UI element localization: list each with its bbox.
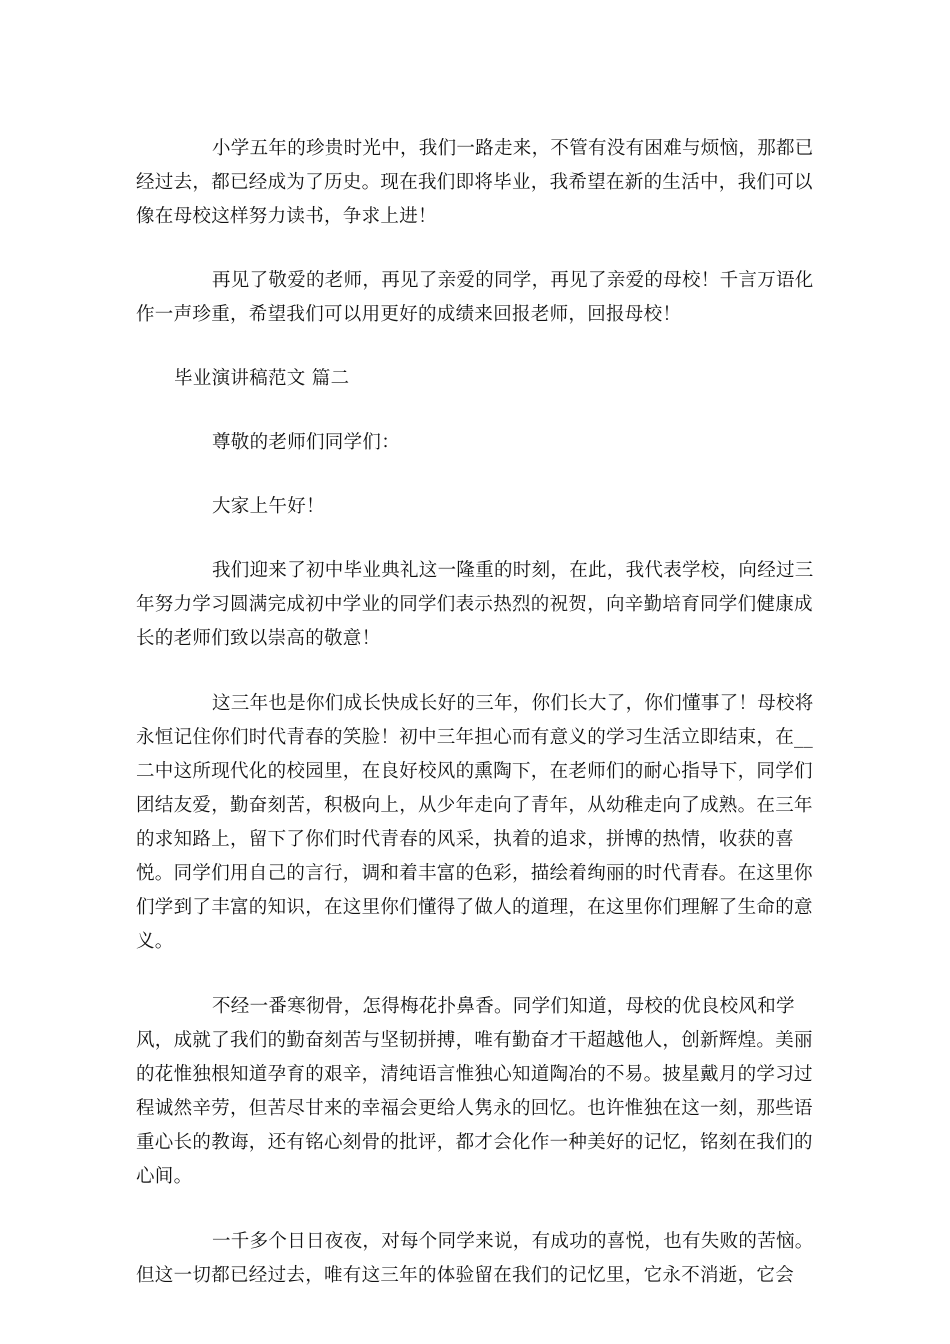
document-body	[136, 132, 816, 1293]
section-heading: 毕业演讲稿范文 篇二	[174, 368, 350, 389]
paragraph-gap	[136, 234, 816, 264]
paragraph-gap	[136, 460, 816, 490]
paragraph-plum-blossom: 不经一番寒彻骨，怎得梅花扑鼻香。同学们知道，母校的优良校风和学风，成就了我们的勤奋刻苦与坚韧拼搏，唯有勤奋才干超越他人，创新辉煌。美丽的花惟独根知道孕育的艰辛，清纯语言惟独心知道陶冶的不易。披星戴月的学习过程诚然辛劳，但苦尽甘来的幸福会更给人隽永的回忆。也许惟独在这一刻，那些语重心长的教诲，还有铭心刻骨的批评，都才会化作一种美好的记忆，铭刻在我们的心间。	[136, 996, 813, 1187]
paragraph-gap	[136, 396, 816, 426]
paragraph-gap	[136, 332, 816, 362]
paragraph-farewell: 再见了敬爱的老师，再见了亲爱的同学，再见了亲爱的母校！千言万语化作一声珍重，希望我们可以用更好的成绩来回报老师，回报母校！	[136, 270, 814, 325]
paragraph-three-years: 这三年也是你们成长快成长好的三年，你们长大了，你们懂事了！母校将永恒记住你们时代青春的笑脸！初中三年担心而有意义的学习生活立即结束，在__二中这所现代化的校园里，在良好校风的熏陶下，在老师们的耐心指导下，同学们团结友爱，勤奋刻苦，积极向上，从少年走向了青年，从幼稚走向了成熟。在三年的求知路上，留下了你们时代青春的风采，执着的追求，拼博的热情，收获的喜悦。同学们用自己的言行，调和着丰富的色彩，描绘着绚丽的时代青春。在这里你们学到了丰富的知识，在这里你们懂得了做人的道理，在这里你们理解了生命的意义。	[136, 693, 814, 952]
paragraph-memories: 小学五年的珍贵时光中，我们一路走来，不管有没有困难与烦恼，那都已经过去，都已经成为了历史。现在我们即将毕业，我希望在新的生活中，我们可以像在母校这样努力读书，争求上进！	[136, 138, 814, 227]
paragraph-salutation: 尊敬的老师们同学们：	[212, 432, 401, 453]
paragraph-gap	[136, 959, 816, 990]
paragraph-gap	[136, 524, 816, 554]
paragraph-days-and-nights: 一千多个日日夜夜，对每个同学来说，有成功的喜悦，也有失败的苦恼。但这一切都已经过去，唯有这三年的体验留在我们的记忆里，它永不消逝，它会	[136, 1231, 814, 1286]
paragraph-ceremony: 我们迎来了初中毕业典礼这一隆重的时刻，在此，我代表学校，向经过三年努力学习圆满完成初中学业的同学们表示热烈的祝贺，向辛勤培育同学们健康成长的老师们致以崇高的敬意！	[136, 560, 814, 649]
paragraph-greeting: 大家上午好！	[212, 496, 325, 517]
paragraph-gap	[136, 1194, 816, 1225]
paragraph-gap	[136, 656, 816, 687]
